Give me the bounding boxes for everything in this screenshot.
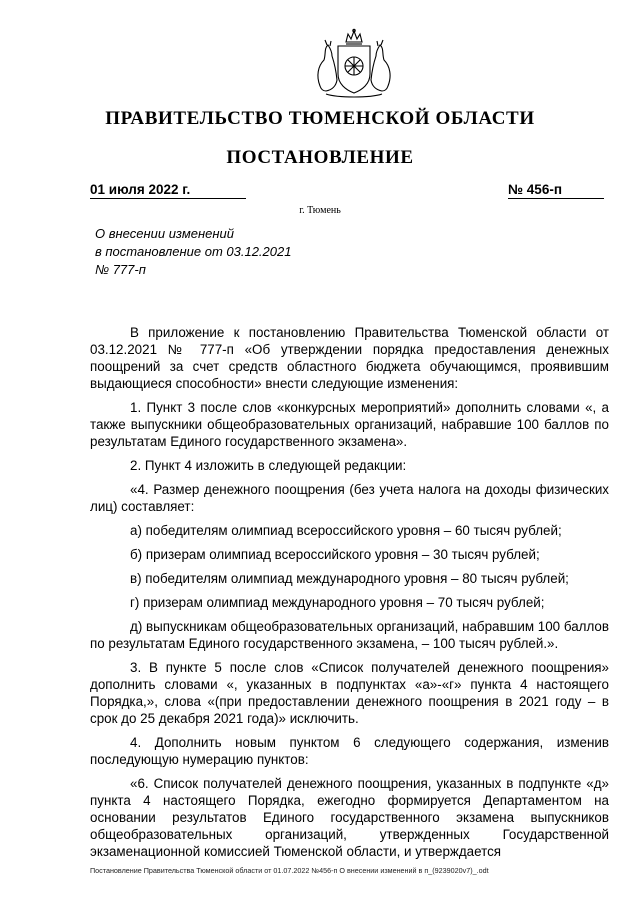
subject-line: в постановление от 03.12.2021 xyxy=(95,244,292,259)
government-title: ПРАВИТЕЛЬСТВО ТЮМЕНСКОЙ ОБЛАСТИ xyxy=(105,108,535,129)
paragraph: «6. Список получателей денежного поощрения, указанных в подпункте «д» пункта 4 настоящего Порядка, ежегодно формируется Департаментом на основании результатов Единого государственного экзамена выпускников общеобразовательных организаций, утвержденных Государственной экзаменационной комиссией Тюменской области, и утверждается xyxy=(90,776,609,859)
paragraph: 3. В пункте 5 после слов «Список получателей денежного поощрения» дополнить словами «, указанных в подпунктах «а»-«г» пункта 4 настоящего Порядка,», слова «(при предоставлении денежного поощрения в 2021 году – в срок до 25 декабря 2021 года)» исключить. xyxy=(90,660,609,726)
coat-of-arms-icon xyxy=(312,28,396,100)
document-city: г. Тюмень xyxy=(299,205,341,216)
paragraph: 4. Дополнить новым пунктом 6 следующего содержания, изменив последующую нумерацию пунктов: xyxy=(90,735,609,767)
document-number: № 456-п xyxy=(508,182,604,199)
paragraph: 1. Пункт 3 после слов «конкурсных мероприятий» дополнить словами «, а также выпускники общеобразовательных организаций, набравшие 100 баллов по результатам Единого государственного экзамена». xyxy=(90,400,609,449)
paragraph: а) победителям олимпиад всероссийского уровня – 60 тысяч рублей; xyxy=(130,523,562,538)
document-date: 01 июля 2022 г. xyxy=(90,182,246,199)
document-body xyxy=(90,324,609,867)
subject-line: О внесении изменений xyxy=(95,226,234,241)
paragraph: б) призерам олимпиад всероссийского уровня – 30 тысяч рублей; xyxy=(130,547,540,562)
paragraph: «4. Размер денежного поощрения (без учета налога на доходы физических лиц) составляет: xyxy=(90,482,609,514)
paragraph: в) победителям олимпиад международного уровня – 80 тысяч рублей; xyxy=(130,571,569,586)
document-footer: Постановление Правительства Тюменской области от 01.07.2022 №456-п О внесении изменений в п_(9239020v7)_.odt xyxy=(90,866,489,875)
document-subject xyxy=(95,225,291,279)
paragraph: В приложение к постановлению Правительства Тюменской области от 03.12.2021 № 777-п «Об утверждении порядка предоставления денежных поощрений за счет средств областного бюджета обучающимся, проявившим выдающиеся способности» внести следующие изменения: xyxy=(90,325,609,391)
subject-line: № 777-п xyxy=(95,262,146,277)
paragraph: 2. Пункт 4 изложить в следующей редакции: xyxy=(130,458,407,473)
paragraph: д) выпускникам общеобразовательных организаций, набравшим 100 баллов по результатам Единого государственного экзамена, – 100 тысяч рублей.». xyxy=(90,619,609,651)
document-type: ПОСТАНОВЛЕНИЕ xyxy=(226,147,414,168)
paragraph: г) призерам олимпиад международного уровня – 70 тысяч рублей; xyxy=(130,595,545,610)
